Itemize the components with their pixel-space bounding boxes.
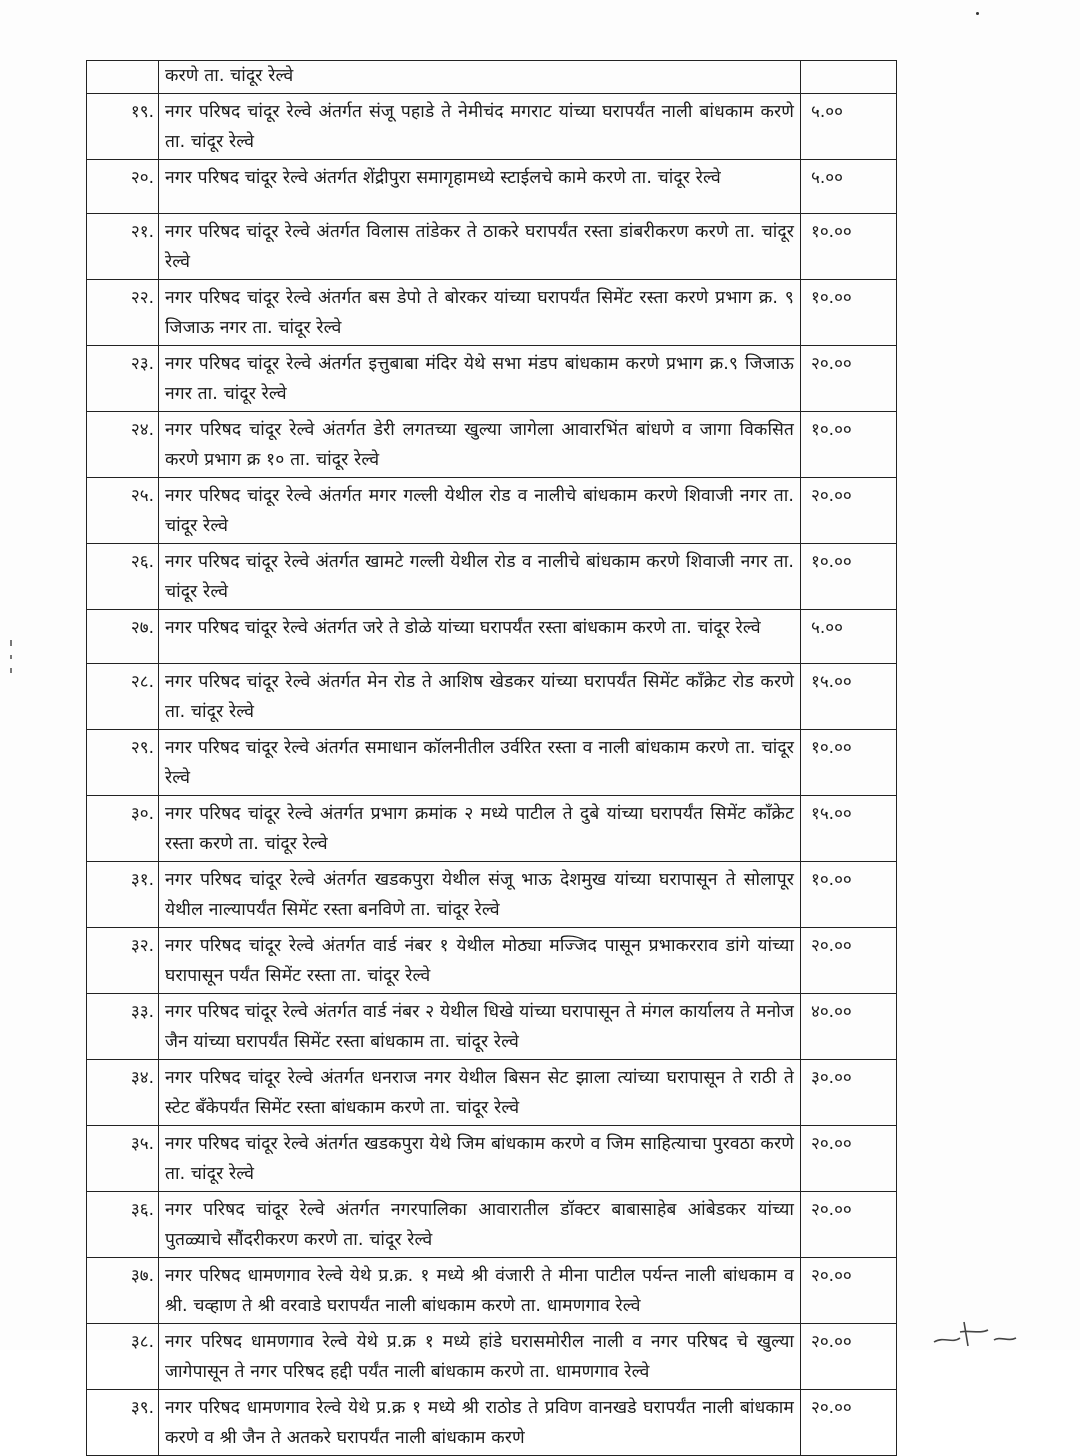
serial-number-cell: ३९. <box>87 1390 159 1456</box>
table-row <box>87 664 897 730</box>
serial-number-cell: २९. <box>87 730 159 796</box>
amount-cell: २०.०० <box>801 478 897 544</box>
table-row <box>87 1258 897 1324</box>
serial-number-cell: ३६. <box>87 1192 159 1258</box>
table-row <box>87 478 897 544</box>
work-description-cell: नगर परिषद चांदूर रेल्वे अंतर्गत प्रभाग क्रमांक २ मध्ये पाटील ते दुबे यांच्या घरापर्यंत सिमेंट कॉंक्रेट रस्ता करणे ता. चांदूर रेल्वे <box>159 796 801 862</box>
work-description-cell: नगर परिषद चांदूर रेल्वे अंतर्गत धनराज नगर येथील बिसन सेट झाला त्यांच्या घरापासून ते राठी ते स्टेट बँकेपर्यंत सिमेंट रस्ता बांधकाम करणे ता. चांदूर रेल्वे <box>159 1060 801 1126</box>
work-description-cell: नगर परिषद चांदूर रेल्वे अंतर्गत वार्ड नंबर १ येथील मोठ्या मज्जिद पासून प्रभाकरराव डांगे यांच्या घरापासून पर्यंत सिमेंट रस्ता ता. चांदूर रेल्वे <box>159 928 801 994</box>
table-row <box>87 1126 897 1192</box>
work-description-cell: नगर परिषद चांदूर रेल्वे अंतर्गत मगर गल्ली येथील रोड व नालीचे बांधकाम करणे शिवाजी नगर ता. चांदूर रेल्वे <box>159 478 801 544</box>
work-description-cell: नगर परिषद चांदूर रेल्वे अंतर्गत समाधान कॉलनीतील उर्वरित रस्ता व नाली बांधकाम करणे ता. चांदूर रेल्वे <box>159 730 801 796</box>
work-description-cell: नगर परिषद चांदूर रेल्वे अंतर्गत खामटे गल्ली येथील रोड व नालीचे बांधकाम करणे शिवाजी नगर ता. चांदूर रेल्वे <box>159 544 801 610</box>
table-row <box>87 214 897 280</box>
work-description-cell: नगर परिषद चांदूर रेल्वे अंतर्गत वार्ड नंबर २ येथील धिखे यांच्या घरापासून ते मंगल कार्यालय ते मनोज जैन यांच्या घरापर्यंत सिमेंट रस्ता बांधकाम ता. चांदूर रेल्वे <box>159 994 801 1060</box>
work-description-cell: नगर परिषद चांदूर रेल्वे अंतर्गत खडकपुरा येथील संजू भाऊ देशमुख यांच्या घरापासून ते सोलापूर येथील नाल्यापर्यंत सिमेंट रस्ता बनविणे ता. चांदूर रेल्वे <box>159 862 801 928</box>
serial-number-cell: २८. <box>87 664 159 730</box>
scan-speck <box>976 12 979 15</box>
amount-cell: १०.०० <box>801 214 897 280</box>
work-description-cell: नगर परिषद चांदूर रेल्वे अंतर्गत इत्तुबाबा मंदिर येथे सभा मंडप बांधकाम करणे प्रभाग क्र.९ जिजाऊ नगर ता. चांदूर रेल्वे <box>159 346 801 412</box>
table-row <box>87 1390 897 1456</box>
amount-cell: ३०.०० <box>801 1060 897 1126</box>
table-row <box>87 346 897 412</box>
signature-mark <box>930 1318 1020 1348</box>
table-row <box>87 412 897 478</box>
serial-number-cell <box>87 61 159 94</box>
table-row <box>87 94 897 160</box>
work-description-cell: नगर परिषद चांदूर रेल्वे अंतर्गत नगरपालिका आवारातील डॉक्टर बाबासाहेब आंबेडकर यांच्या पुतळ्याचे सौंदरीकरण करणे ता. चांदूर रेल्वे <box>159 1192 801 1258</box>
amount-cell: १०.०० <box>801 280 897 346</box>
margin-mark <box>10 640 12 646</box>
serial-number-cell: ३३. <box>87 994 159 1060</box>
serial-number-cell: २७. <box>87 610 159 664</box>
serial-number-cell: २४. <box>87 412 159 478</box>
work-description-cell: नगर परिषद चांदूर रेल्वे अंतर्गत बस डेपो ते बोरकर यांच्या घरापर्यंत सिमेंट रस्ता करणे प्रभाग क्र. ९ जिजाऊ नगर ता. चांदूर रेल्वे <box>159 280 801 346</box>
amount-cell: १०.०० <box>801 544 897 610</box>
table-row <box>87 280 897 346</box>
amount-cell <box>801 61 897 94</box>
amount-cell: ५.०० <box>801 94 897 160</box>
amount-cell: २०.०० <box>801 928 897 994</box>
work-description-cell: नगर परिषद चांदूर रेल्वे अंतर्गत जरे ते डोळे यांच्या घरापर्यंत रस्ता बांधकाम करणे ता. चांदूर रेल्वे <box>159 610 801 664</box>
work-description-cell: नगर परिषद चांदूर रेल्वे अंतर्गत शेंद्रीपुरा समागृहामध्ये स्टाईलचे कामे करणे ता. चांदूर रेल्वे <box>159 160 801 214</box>
amount-cell: २०.०० <box>801 346 897 412</box>
serial-number-cell: ३८. <box>87 1324 159 1390</box>
serial-number-cell: २०. <box>87 160 159 214</box>
work-description-cell: नगर परिषद धामणगाव रेल्वे येथे प्र.क्र १ मध्ये श्री राठोड ते प्रविण वानखडे घरापर्यंत नाली बांधकाम करणे व श्री जैन ते अतकरे घरापर्यंत नाली बांधकाम करणे <box>159 1390 801 1456</box>
amount-cell: १५.०० <box>801 796 897 862</box>
works-table <box>86 60 897 1456</box>
serial-number-cell: २२. <box>87 280 159 346</box>
amount-cell: ५.०० <box>801 160 897 214</box>
serial-number-cell: ३४. <box>87 1060 159 1126</box>
table-row <box>87 796 897 862</box>
table-row <box>87 610 897 664</box>
table-row <box>87 544 897 610</box>
table-row <box>87 862 897 928</box>
work-description-cell: नगर परिषद चांदूर रेल्वे अंतर्गत विलास तांडेकर ते ठाकरे घरापर्यंत रस्ता डांबरीकरण करणे ता. चांदूर रेल्वे <box>159 214 801 280</box>
work-description-cell: नगर परिषद चांदूर रेल्वे अंतर्गत खडकपुरा येथे जिम बांधकाम करणे व जिम साहित्याचा पुरवठा करणे ता. चांदूर रेल्वे <box>159 1126 801 1192</box>
serial-number-cell: ३५. <box>87 1126 159 1192</box>
work-description-cell: नगर परिषद चांदूर रेल्वे अंतर्गत डेरी लगतच्या खुल्या जागेला आवारभिंत बांधणे व जागा विकसित करणे प्रभाग क्र १० ता. चांदूर रेल्वे <box>159 412 801 478</box>
table-row <box>87 1060 897 1126</box>
serial-number-cell: २५. <box>87 478 159 544</box>
work-description-cell: नगर परिषद धामणगाव रेल्वे येथे प्र.क्र १ मध्ये हांडे घरासमोरील नाली व नगर परिषद चे खुल्या जागेपासून ते नगर परिषद हद्दी पर्यंत नाली बांधकाम करणे ता. धामणगाव रेल्वे <box>159 1324 801 1390</box>
table-row <box>87 160 897 214</box>
table-row <box>87 1192 897 1258</box>
work-description-cell: करणे ता. चांदूर रेल्वे <box>159 61 801 94</box>
table-row-continued <box>87 61 897 94</box>
work-description-cell: नगर परिषद चांदूर रेल्वे अंतर्गत संजू पहाडे ते नेमीचंद मगराट यांच्या घरापर्यंत नाली बांधकाम करणे ता. चांदूर रेल्वे <box>159 94 801 160</box>
amount-cell: १०.०० <box>801 412 897 478</box>
serial-number-cell: २३. <box>87 346 159 412</box>
amount-cell: २०.०० <box>801 1126 897 1192</box>
amount-cell: २०.०० <box>801 1192 897 1258</box>
serial-number-cell: ३०. <box>87 796 159 862</box>
serial-number-cell: ३७. <box>87 1258 159 1324</box>
table-row <box>87 928 897 994</box>
amount-cell: २०.०० <box>801 1324 897 1390</box>
margin-mark <box>10 655 12 659</box>
serial-number-cell: २६. <box>87 544 159 610</box>
amount-cell: ५.०० <box>801 610 897 664</box>
table-row <box>87 730 897 796</box>
margin-mark <box>10 668 12 673</box>
table-row <box>87 1324 897 1390</box>
amount-cell: १०.०० <box>801 730 897 796</box>
work-description-cell: नगर परिषद धामणगाव रेल्वे येथे प्र.क्र. १ मध्ये श्री वंजारी ते मीना पाटील पर्यन्त नाली बांधकाम व श्री. चव्हाण ते श्री वरवाडे घरापर्यंत नाली बांधकाम करणे ता. धामणगाव रेल्वे <box>159 1258 801 1324</box>
amount-cell: १०.०० <box>801 862 897 928</box>
amount-cell: २०.०० <box>801 1258 897 1324</box>
works-table-body <box>87 61 897 1456</box>
serial-number-cell: १९. <box>87 94 159 160</box>
table-row <box>87 994 897 1060</box>
serial-number-cell: ३१. <box>87 862 159 928</box>
amount-cell: २०.०० <box>801 1390 897 1456</box>
work-description-cell: नगर परिषद चांदूर रेल्वे अंतर्गत मेन रोड ते आशिष खेडकर यांच्या घरापर्यंत सिमेंट कॉंक्रेट रोड करणे ता. चांदूर रेल्वे <box>159 664 801 730</box>
amount-cell: १५.०० <box>801 664 897 730</box>
amount-cell: ४०.०० <box>801 994 897 1060</box>
serial-number-cell: ३२. <box>87 928 159 994</box>
serial-number-cell: २१. <box>87 214 159 280</box>
